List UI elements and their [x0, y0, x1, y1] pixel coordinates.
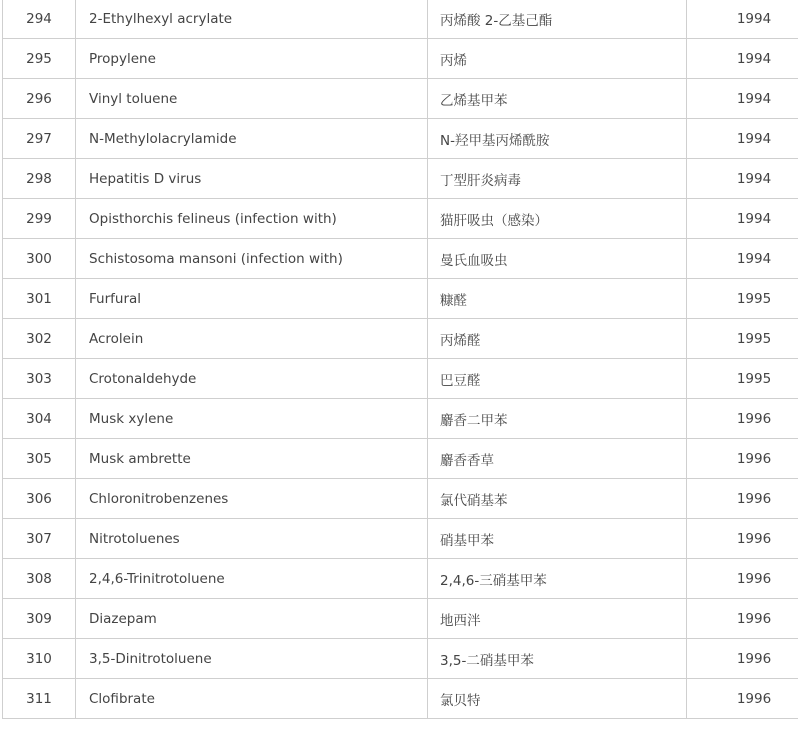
- table-body: [3, 0, 798, 719]
- cell-agent-english: 2,4,6-Trinitrotoluene: [76, 559, 428, 599]
- cell-year: 1994: [687, 79, 798, 119]
- table-row: [3, 399, 798, 439]
- cell-agent-chinese: 巴豆醛: [428, 359, 687, 399]
- cell-year: 1996: [687, 479, 798, 519]
- agents-table: [2, 0, 798, 719]
- table-row: [3, 559, 798, 599]
- cell-year: 1996: [687, 439, 798, 479]
- cell-agent-chinese: 曼氏血吸虫: [428, 239, 687, 279]
- cell-agent-english: Schistosoma mansoni (infection with): [76, 239, 428, 279]
- cell-agent-english: Nitrotoluenes: [76, 519, 428, 559]
- cell-year: 1994: [687, 119, 798, 159]
- cell-agent-chinese: 麝香二甲苯: [428, 399, 687, 439]
- cell-number: 296: [3, 79, 76, 119]
- table-row: [3, 479, 798, 519]
- table-row: [3, 319, 798, 359]
- cell-agent-chinese: 地西泮: [428, 599, 687, 639]
- cell-agent-chinese: 氯代硝基苯: [428, 479, 687, 519]
- cell-number: 298: [3, 159, 76, 199]
- cell-agent-chinese: 丙烯酸 2-乙基己酯: [428, 0, 687, 39]
- cell-year: 1994: [687, 39, 798, 79]
- table-row: [3, 639, 798, 679]
- cell-year: 1994: [687, 199, 798, 239]
- table-row: [3, 599, 798, 639]
- cell-number: 304: [3, 399, 76, 439]
- cell-year: 1995: [687, 319, 798, 359]
- cell-agent-english: N-Methylolacrylamide: [76, 119, 428, 159]
- cell-year: 1996: [687, 559, 798, 599]
- table-row: [3, 199, 798, 239]
- cell-agent-english: Furfural: [76, 279, 428, 319]
- table-row: [3, 159, 798, 199]
- cell-agent-chinese: 丙烯: [428, 39, 687, 79]
- cell-year: 1994: [687, 0, 798, 39]
- cell-number: 300: [3, 239, 76, 279]
- table-row: [3, 519, 798, 559]
- cell-number: 303: [3, 359, 76, 399]
- cell-agent-english: Propylene: [76, 39, 428, 79]
- cell-number: 299: [3, 199, 76, 239]
- cell-agent-english: Acrolein: [76, 319, 428, 359]
- cell-number: 307: [3, 519, 76, 559]
- table-row: [3, 279, 798, 319]
- cell-number: 301: [3, 279, 76, 319]
- cell-agent-chinese: 硝基甲苯: [428, 519, 687, 559]
- cell-number: 306: [3, 479, 76, 519]
- cell-number: 294: [3, 0, 76, 39]
- cell-agent-english: Crotonaldehyde: [76, 359, 428, 399]
- cell-agent-chinese: 丙烯醛: [428, 319, 687, 359]
- cell-year: 1996: [687, 519, 798, 559]
- cell-agent-english: 3,5-Dinitrotoluene: [76, 639, 428, 679]
- cell-agent-english: Musk xylene: [76, 399, 428, 439]
- cell-agent-english: 2-Ethylhexyl acrylate: [76, 0, 428, 39]
- cell-agent-english: Diazepam: [76, 599, 428, 639]
- cell-year: 1996: [687, 399, 798, 439]
- cell-year: 1995: [687, 359, 798, 399]
- cell-agent-chinese: N-羟甲基丙烯酰胺: [428, 119, 687, 159]
- cell-year: 1996: [687, 599, 798, 639]
- cell-agent-english: Clofibrate: [76, 679, 428, 719]
- cell-number: 305: [3, 439, 76, 479]
- table-row: [3, 79, 798, 119]
- table-row: [3, 359, 798, 399]
- cell-agent-chinese: 乙烯基甲苯: [428, 79, 687, 119]
- cell-number: 309: [3, 599, 76, 639]
- cell-agent-english: Vinyl toluene: [76, 79, 428, 119]
- cell-agent-chinese: 2,4,6-三硝基甲苯: [428, 559, 687, 599]
- cell-agent-chinese: 氯贝特: [428, 679, 687, 719]
- cell-year: 1996: [687, 679, 798, 719]
- cell-number: 310: [3, 639, 76, 679]
- table-row: [3, 39, 798, 79]
- cell-agent-chinese: 猫肝吸虫（感染）: [428, 199, 687, 239]
- table-row: [3, 119, 798, 159]
- table-row: [3, 439, 798, 479]
- cell-agent-english: Hepatitis D virus: [76, 159, 428, 199]
- table-row: [3, 239, 798, 279]
- cell-number: 311: [3, 679, 76, 719]
- cell-agent-english: Chloronitrobenzenes: [76, 479, 428, 519]
- cell-agent-chinese: 3,5-二硝基甲苯: [428, 639, 687, 679]
- cell-agent-english: Musk ambrette: [76, 439, 428, 479]
- table-row: [3, 0, 798, 39]
- cell-year: 1994: [687, 159, 798, 199]
- cell-number: 302: [3, 319, 76, 359]
- cell-number: 308: [3, 559, 76, 599]
- cell-year: 1995: [687, 279, 798, 319]
- cell-year: 1996: [687, 639, 798, 679]
- cell-number: 297: [3, 119, 76, 159]
- cell-agent-chinese: 糠醛: [428, 279, 687, 319]
- table-row: [3, 679, 798, 719]
- cell-agent-chinese: 丁型肝炎病毒: [428, 159, 687, 199]
- cell-year: 1994: [687, 239, 798, 279]
- cell-agent-english: Opisthorchis felineus (infection with): [76, 199, 428, 239]
- cell-number: 295: [3, 39, 76, 79]
- cell-agent-chinese: 麝香香草: [428, 439, 687, 479]
